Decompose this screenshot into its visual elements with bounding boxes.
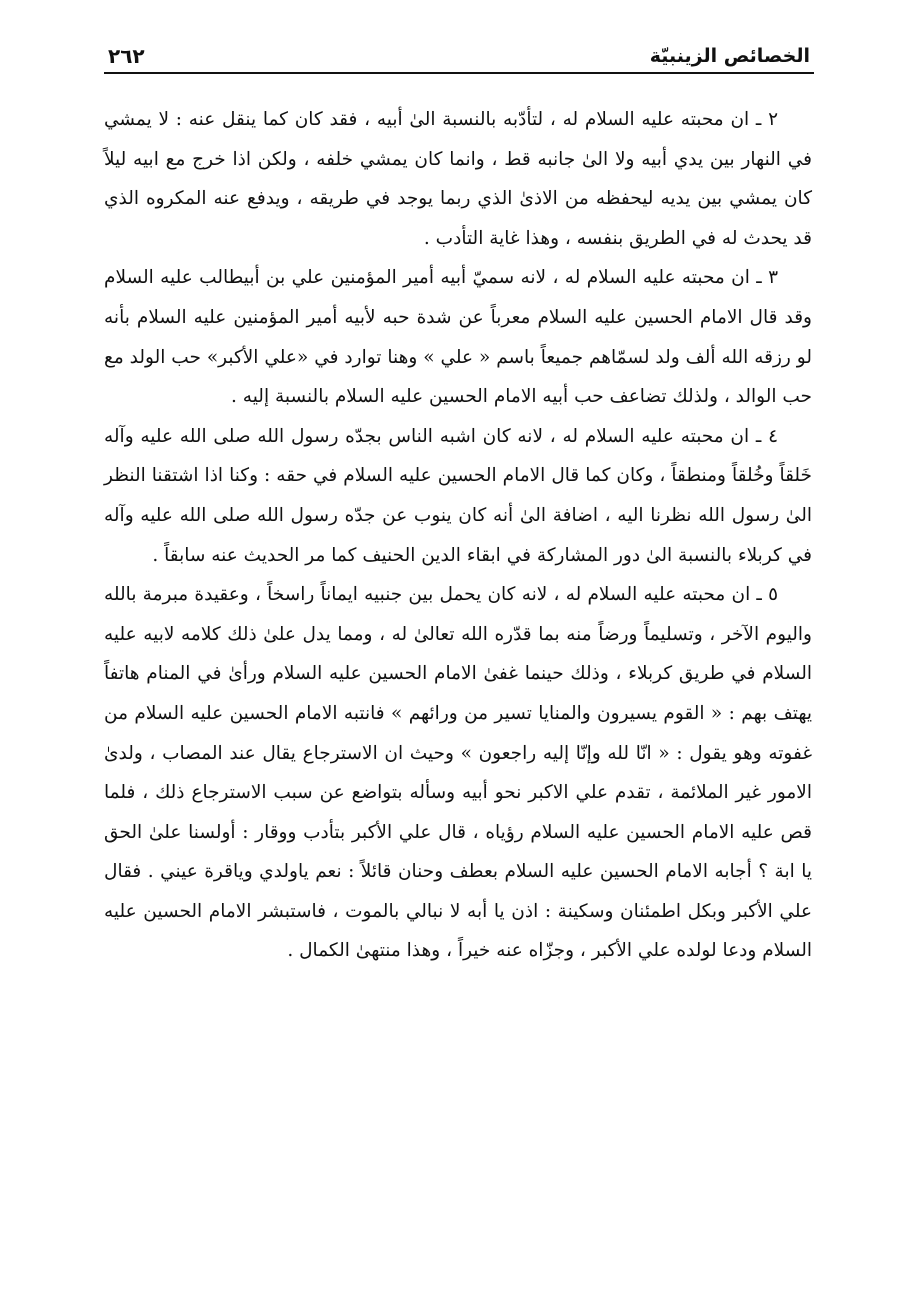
paragraph-4: ٤ ـ ان محبته عليه السلام له ، لانه كان اشبه الناس بجدّه رسول الله صلى الله عليه وآله خَلقاً وخُلقاً ومنطقاً ، وكان كما قال الامام الحسين عليه السلام في حقه : وكنا اذا اشتقنا النظر الىٰ رسول الله نظرنا اليه ، اضافة الىٰ أنه كان ينوب عن جدّه رسول الله صلى الله عليه وآله في كربلاء بالنسبة الىٰ دور المشاركة في ابقاء الدين الحنيف كما مر الحديث عنه سابقاً . <box>104 425 812 566</box>
paragraph-2: ٢ ـ ان محبته عليه السلام له ، لتأدّبه بالنسبة الىٰ أبيه ، فقد كان كما ينقل عنه : لا يمشي في النهار بين يدي أبيه ولا الىٰ جانبه قط ، وانما كان يمشي خلفه ، ولكن اذا خرج مع ابيه ليلاً كان يمشي بين يديه ليحفظه من الاذىٰ الذي ربما يوجد في طريقه ، ويدفع عنه المكروه الذي قد يحدث له في الطريق بنفسه ، وهذا غاية التأدب . <box>104 109 812 249</box>
paragraph-3: ٣ ـ ان محبته عليه السلام له ، لانه سميّ أبيه أمير المؤمنين علي بن أبيطالب عليه السلام وقد قال الامام الحسين عليه السلام معرباً عن شدة حبه لأبيه أمير المؤمنين عليه السلام بأنه لو رزقه الله ألف ولد لسمّاهم جميعاً باسم « علي » وهنا توارد في «علي الأكبر» حب الولد مع حب الوالد ، ولذلك تضاعف حب أبيه الامام الحسين عليه السلام بالنسبة إليه . <box>104 267 812 408</box>
running-title: الخصائص الزينبيّة <box>649 45 810 67</box>
body-text <box>104 100 812 971</box>
header-rule <box>104 72 814 74</box>
paragraph-5: ٥ ـ ان محبته عليه السلام له ، لانه كان يحمل بين جنبيه ايماناً راسخاً ، وعقيدة مبرمة بالله واليوم الآخر ، وتسليماً ورضاً منه بما قدّره الله تعالىٰ له ، ومما يدل علىٰ ذلك كلامه لابيه عليه السلام في طريق كربلاء ، وذلك حينما غفىٰ الامام الحسين عليه السلام ورأىٰ في المنام هاتفاً يهتف بهم : « القوم يسيرون والمنايا تسير من ورائهم » فانتبه الامام الحسين عليه السلام من غفوته وهو يقول : « انّا لله وإنّا إليه راجعون » وحيث ان الاسترجاع يقال عند المصاب ، ولدىٰ الامور غير الملائمة ، تقدم علي الاكبر نحو أبيه وسأله بتواضع عن سبب الاسترجاع ذلك ، فلما قص عليه الامام الحسين عليه السلام رؤياه ، قال علي الأكبر بتأدب ووقار : أولسنا علىٰ الحق يا ابة ؟ أجابه الامام الحسين عليه السلام بعطف وحنان قائلاً : نعم ياولدي وياقرة عيني . فقال علي الأكبر وبكل اطمئنان وسكينة : اذن يا أبه لا نبالي بالموت ، فاستبشر الامام الحسين عليه السلام ودعا لولده علي الأكبر ، وجزّاه عنه خيراً ، وهذا منتهىٰ الكمال . <box>104 584 812 962</box>
running-header <box>108 30 810 70</box>
page-number: ٢٦٢ <box>108 44 145 68</box>
